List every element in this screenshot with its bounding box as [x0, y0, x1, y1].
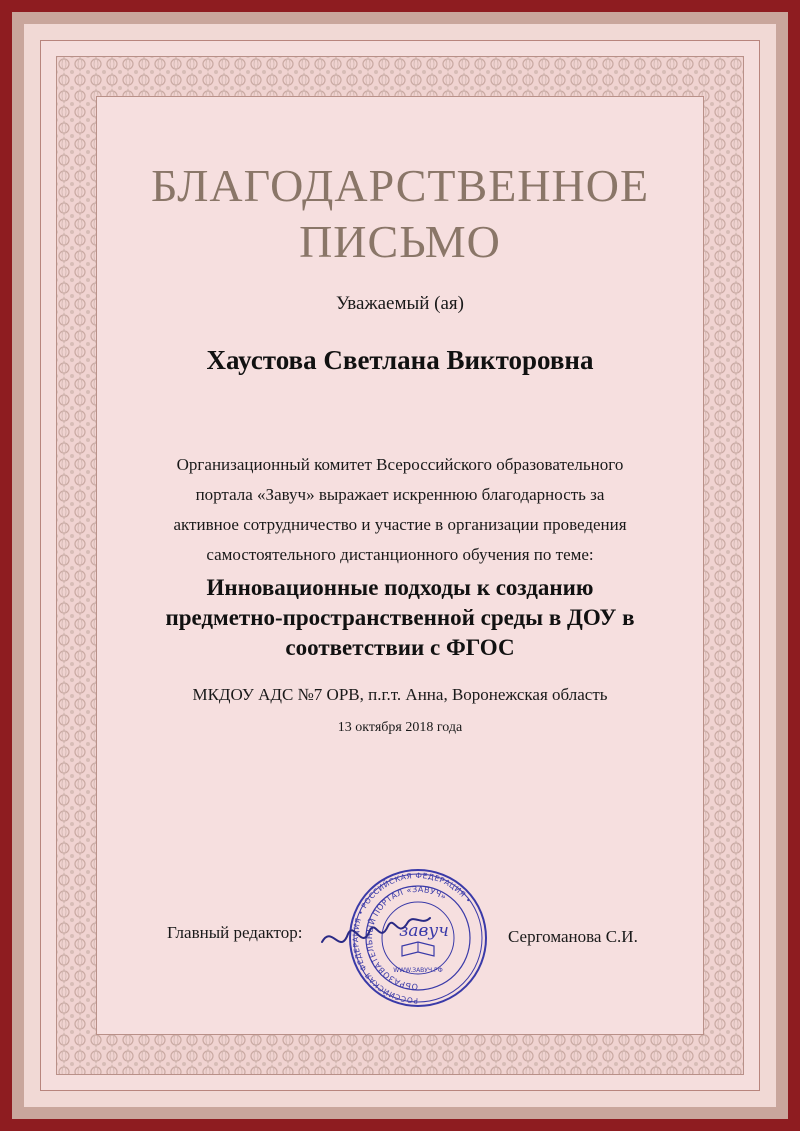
topic-title [0, 573, 800, 663]
signature-label: Главный редактор: [167, 923, 303, 942]
title-line-1: БЛАГОДАРСТВЕННОЕ [150, 160, 650, 211]
signatory-name: Сергоманова С.И. [508, 927, 638, 946]
body-line: портала «Завуч» выражает искреннюю благодарность за [195, 485, 605, 504]
issue-date: 13 октября 2018 года [337, 720, 463, 735]
recipient-name: Хаустова Светлана Викторовна [206, 345, 594, 375]
body-text [0, 450, 800, 570]
official-stamp-icon [318, 864, 498, 1012]
stamp-outer-text: РОССИЙСКАЯ ФЕДЕРАЦИЯ • РОССИЙСКАЯ ФЕДЕРАЦИЯ • [351, 870, 474, 1006]
certificate-title [0, 158, 800, 270]
stamp-center-text: завуч [399, 921, 449, 941]
stamp-bottom-text: WWW.ЗАВУЧ.РФ [393, 967, 443, 974]
title-line-2: ПИСЬМО [299, 216, 501, 267]
topic-line: Инновационные подходы к созданию [206, 575, 594, 600]
organization: МКДОУ АДС №7 ОРВ, п.г.т. Анна, Воронежская область [192, 685, 608, 704]
topic-line: соответствии с ФГОС [285, 635, 515, 660]
topic-line: предметно-пространственной среды в ДОУ в [165, 605, 635, 630]
body-line: Организационный комитет Всероссийского образовательного [176, 455, 624, 474]
salutation: Уважаемый (ая) [336, 293, 464, 314]
stamp-inner-text: ОБРАЗОВАТЕЛЬНЫЙ ПОРТАЛ «ЗАВУЧ» [364, 884, 449, 992]
body-line: самостоятельного дистанционного обучения по теме: [206, 545, 594, 564]
body-line: активное сотрудничество и участие в организации проведения [173, 515, 627, 534]
